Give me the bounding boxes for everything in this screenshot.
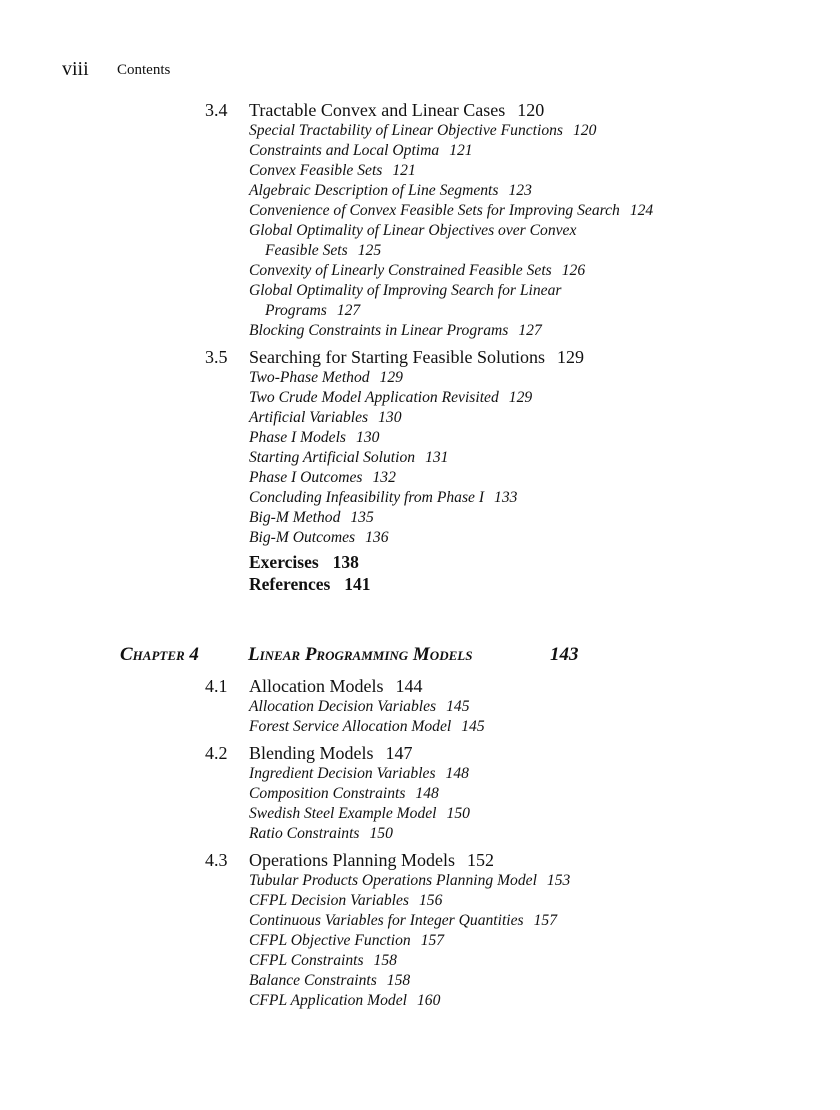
toc-entry-line bbox=[249, 221, 653, 241]
toc-entry-line bbox=[249, 931, 570, 951]
toc-entry-page: 148 bbox=[415, 785, 439, 802]
toc-entry-line bbox=[249, 951, 570, 971]
toc-entry[interactable] bbox=[249, 368, 532, 388]
toc-entry-line bbox=[249, 764, 470, 784]
section-number: 4.3 bbox=[205, 850, 228, 870]
chapter-title: Linear Programming Models bbox=[248, 644, 473, 665]
toc-entry-line bbox=[249, 488, 532, 508]
toc-entry-line bbox=[249, 448, 532, 468]
chapter-label: Chapter 4 bbox=[120, 644, 199, 665]
toc-entry-title: Two-Phase Method bbox=[249, 369, 370, 386]
toc-entry-page: 124 bbox=[629, 202, 654, 219]
toc-entry-line bbox=[249, 428, 532, 448]
toc-entry[interactable] bbox=[249, 321, 653, 341]
section-title-text: Tractable Convex and Linear Cases bbox=[249, 100, 506, 120]
toc-entry-line bbox=[249, 181, 653, 201]
toc-entry-line bbox=[249, 508, 532, 528]
toc-entry-line bbox=[249, 281, 653, 301]
toc-entry[interactable] bbox=[249, 141, 653, 161]
toc-entry-title: Composition Constraints bbox=[249, 785, 406, 802]
section-number: 3.5 bbox=[205, 347, 228, 367]
toc-entry[interactable] bbox=[249, 717, 485, 737]
toc-entry-line bbox=[249, 804, 470, 824]
toc-entry-line bbox=[249, 161, 653, 181]
toc-entry[interactable] bbox=[249, 261, 653, 281]
toc-entry[interactable] bbox=[249, 201, 653, 221]
toc-entry[interactable] bbox=[249, 697, 485, 717]
toc-entry-line bbox=[249, 784, 470, 804]
section-entries bbox=[249, 764, 470, 844]
toc-entry[interactable] bbox=[249, 991, 570, 1011]
section-number: 4.1 bbox=[205, 676, 228, 696]
toc-entry-page: 156 bbox=[418, 892, 443, 909]
toc-entry-title: Programs bbox=[265, 302, 327, 319]
toc-entry[interactable] bbox=[249, 428, 532, 448]
toc-bold-entry-page: 141 bbox=[344, 574, 371, 594]
toc-entry-title: Concluding Infeasibility from Phase I bbox=[249, 489, 485, 506]
section-page: 129 bbox=[556, 347, 584, 367]
toc-entry-page: 130 bbox=[378, 409, 402, 426]
toc-entry-page: 158 bbox=[373, 952, 397, 969]
toc-entry-line bbox=[249, 824, 470, 844]
toc-entry[interactable] bbox=[249, 221, 653, 261]
section-title-text: Allocation Models bbox=[249, 676, 384, 696]
toc-entry[interactable] bbox=[249, 468, 532, 488]
toc-entry[interactable] bbox=[249, 931, 570, 951]
toc-entry[interactable] bbox=[249, 281, 653, 321]
toc-entry-title: Tubular Products Operations Planning Model bbox=[249, 872, 537, 889]
toc-entry-page: 125 bbox=[357, 242, 382, 259]
section-entries bbox=[249, 121, 653, 341]
toc-entry-page: 129 bbox=[379, 369, 403, 386]
toc-entry-line bbox=[249, 991, 570, 1011]
toc-entry-title: Convex Feasible Sets bbox=[249, 162, 383, 179]
toc-bold-entry[interactable] bbox=[249, 573, 532, 595]
toc-entry[interactable] bbox=[249, 784, 470, 804]
toc-entry-page: 127 bbox=[336, 302, 361, 319]
toc-entry[interactable] bbox=[249, 408, 532, 428]
section-number: 3.4 bbox=[205, 100, 228, 120]
toc-entry[interactable] bbox=[249, 161, 653, 181]
toc-entry-title: Balance Constraints bbox=[249, 972, 377, 989]
toc-entry-page: 129 bbox=[508, 389, 533, 406]
toc-entry[interactable] bbox=[249, 508, 532, 528]
toc-entry-title: Special Tractability of Linear Objective Functions bbox=[249, 122, 563, 139]
toc-entry-title: Algebraic Description of Line Segments bbox=[249, 182, 499, 199]
toc-entry-page: 132 bbox=[372, 469, 396, 486]
toc-entry-title: CFPL Constraints bbox=[249, 952, 364, 969]
toc-entry[interactable] bbox=[249, 891, 570, 911]
toc-entry-page: 150 bbox=[369, 825, 393, 842]
toc-entry-page: 123 bbox=[508, 182, 532, 199]
section-title-text: Blending Models bbox=[249, 743, 374, 763]
toc-entry-page: 157 bbox=[533, 912, 558, 929]
toc-entry-line bbox=[249, 141, 653, 161]
toc-entry-line bbox=[249, 971, 570, 991]
toc-entry-page: 148 bbox=[445, 765, 469, 782]
toc-entry[interactable] bbox=[249, 871, 570, 891]
toc-entry-title: Ingredient Decision Variables bbox=[249, 765, 436, 782]
toc-bold-entry-page: 138 bbox=[332, 552, 359, 572]
toc-entry-page: 153 bbox=[546, 872, 571, 889]
toc-entry-page: 126 bbox=[561, 262, 586, 279]
toc-entry-title: Artificial Variables bbox=[249, 409, 369, 426]
toc-entry-title: Forest Service Allocation Model bbox=[249, 718, 452, 735]
toc-entry[interactable] bbox=[249, 804, 470, 824]
chapter-page: 143 bbox=[550, 644, 579, 665]
toc-entry[interactable] bbox=[249, 448, 532, 468]
toc-entry-page: 120 bbox=[573, 122, 597, 139]
toc-entry-line bbox=[249, 201, 653, 221]
section-title[interactable] bbox=[249, 850, 494, 870]
toc-entry[interactable] bbox=[249, 528, 532, 548]
toc-bold-entry-title: References bbox=[249, 574, 331, 594]
toc-entry-page: 158 bbox=[386, 972, 411, 989]
toc-entry-page: 121 bbox=[449, 142, 473, 159]
toc-entry-title: Phase I Outcomes bbox=[249, 469, 363, 486]
section-page: 152 bbox=[466, 850, 494, 870]
toc-entry-title: Ratio Constraints bbox=[249, 825, 360, 842]
toc-entry-page: 133 bbox=[494, 489, 518, 506]
toc-entry-page: 130 bbox=[356, 429, 380, 446]
toc-entry-title: Convenience of Convex Feasible Sets for Improving Search bbox=[249, 202, 620, 219]
toc-entry-title: Constraints and Local Optima bbox=[249, 142, 440, 159]
toc-entry[interactable] bbox=[249, 488, 532, 508]
section-title[interactable] bbox=[249, 676, 422, 696]
toc-entry-title: CFPL Objective Function bbox=[249, 932, 411, 949]
toc-entry-title: Global Optimality of Improving Search for Linear bbox=[249, 282, 562, 299]
toc-entry-title: Blocking Constraints in Linear Programs bbox=[249, 322, 509, 339]
toc-entry-line bbox=[249, 911, 570, 931]
toc-entry-title: Feasible Sets bbox=[265, 242, 348, 259]
toc-bold-entry-title: Exercises bbox=[249, 552, 319, 572]
toc-entry-title: Convexity of Linearly Constrained Feasible Sets bbox=[249, 262, 552, 279]
toc-entry-title: Big-M Method bbox=[249, 509, 341, 526]
page-number: viii bbox=[62, 58, 89, 80]
section-entries bbox=[249, 871, 570, 1011]
toc-entry[interactable] bbox=[249, 951, 570, 971]
toc-entry-line bbox=[249, 717, 485, 737]
toc-entry-line bbox=[249, 468, 532, 488]
running-title: Contents bbox=[117, 62, 171, 78]
toc-entry-line bbox=[249, 528, 532, 548]
toc-entry-title: Big-M Outcomes bbox=[249, 529, 356, 546]
section-page: 120 bbox=[517, 100, 545, 120]
toc-entry-line bbox=[249, 121, 653, 141]
section-entries bbox=[249, 368, 532, 595]
toc-entry-line bbox=[249, 697, 485, 717]
toc-entry-title: Swedish Steel Example Model bbox=[249, 805, 437, 822]
toc-entry[interactable] bbox=[249, 764, 470, 784]
toc-entry-title: Global Optimality of Linear Objectives over Convex bbox=[249, 222, 577, 239]
toc-entry-line bbox=[249, 891, 570, 911]
toc-entry-continuation bbox=[249, 241, 653, 261]
toc-entry-line bbox=[249, 408, 532, 428]
toc-entry-page: 127 bbox=[518, 322, 542, 339]
section-number: 4.2 bbox=[205, 743, 228, 763]
toc-entry-page: 121 bbox=[392, 162, 416, 179]
toc-entry-page: 160 bbox=[416, 992, 441, 1009]
toc-entry-page: 145 bbox=[461, 718, 485, 735]
section-title-text: Operations Planning Models bbox=[249, 850, 455, 870]
toc-entry-title: Continuous Variables for Integer Quantities bbox=[249, 912, 524, 929]
toc-entry-title: Two Crude Model Application Revisited bbox=[249, 389, 499, 406]
section-page: 147 bbox=[385, 743, 413, 763]
toc-entry-title: Phase I Models bbox=[249, 429, 347, 446]
toc-entry-page: 157 bbox=[420, 932, 445, 949]
section-title[interactable] bbox=[249, 100, 544, 120]
toc-entry-title: Starting Artificial Solution bbox=[249, 449, 416, 466]
section-title[interactable] bbox=[249, 347, 584, 367]
section-title-text: Searching for Starting Feasible Solutions bbox=[249, 347, 545, 367]
toc-entry-line bbox=[249, 388, 532, 408]
toc-entry-continuation bbox=[249, 301, 653, 321]
toc-entry-title: CFPL Decision Variables bbox=[249, 892, 409, 909]
toc-entry-title: CFPL Application Model bbox=[249, 992, 407, 1009]
toc-entry[interactable] bbox=[249, 121, 653, 141]
toc-entry-page: 150 bbox=[446, 805, 470, 822]
toc-entry-page: 136 bbox=[365, 529, 389, 546]
section-title[interactable] bbox=[249, 743, 413, 763]
toc-entry[interactable] bbox=[249, 971, 570, 991]
toc-entry[interactable] bbox=[249, 388, 532, 408]
toc-entry-page: 131 bbox=[425, 449, 449, 466]
toc-entry-title: Allocation Decision Variables bbox=[249, 698, 437, 715]
toc-bold-entry[interactable] bbox=[249, 551, 532, 573]
toc-entry-line bbox=[249, 321, 653, 341]
section-entries bbox=[249, 697, 485, 737]
toc-entry[interactable] bbox=[249, 824, 470, 844]
toc-entry-line bbox=[249, 871, 570, 891]
toc-entry-line bbox=[249, 368, 532, 388]
section-page: 144 bbox=[395, 676, 423, 696]
toc-entry-page: 145 bbox=[446, 698, 470, 715]
toc-entry[interactable] bbox=[249, 911, 570, 931]
toc-entry-page: 135 bbox=[350, 509, 374, 526]
toc-entry-line bbox=[249, 261, 653, 281]
toc-entry[interactable] bbox=[249, 181, 653, 201]
